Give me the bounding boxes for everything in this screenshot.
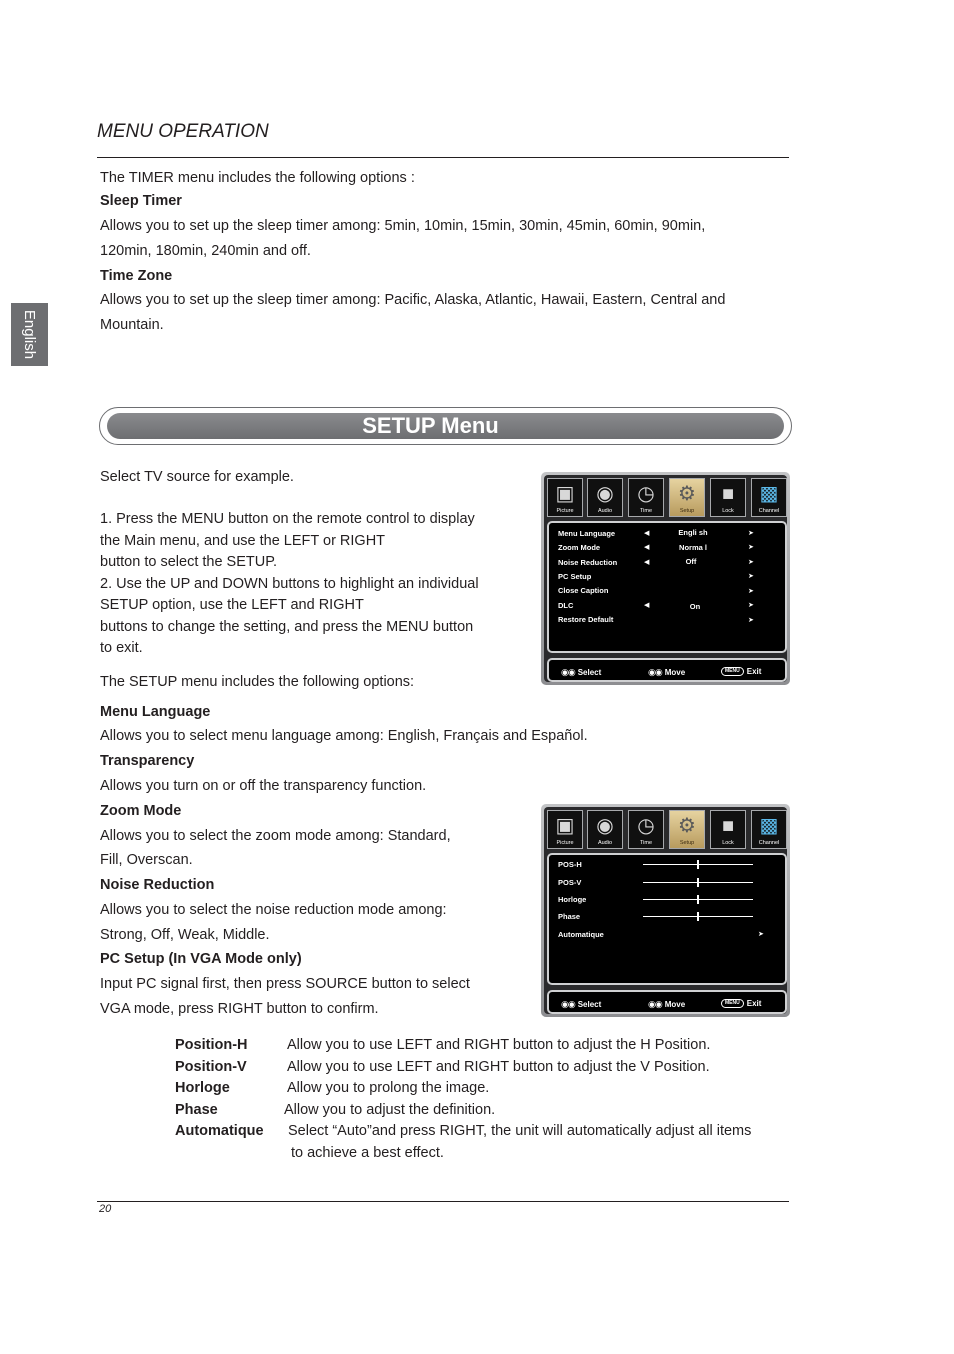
instruction-line: to exit.: [100, 640, 143, 656]
camera-icon: ▣: [555, 815, 575, 837]
slider-knob: [697, 860, 699, 869]
tv-menu-footer: [547, 658, 787, 682]
lock-icon: ■: [721, 483, 735, 505]
pc-setup-desc-2: VGA mode, press RIGHT button to confirm.: [100, 1001, 379, 1017]
def-desc-position-v: Allow you to use LEFT and RIGHT button to adjust the V Position.: [287, 1059, 710, 1075]
tv-screen: [544, 475, 787, 682]
tv-row-pos-h: POS-H: [558, 860, 582, 869]
tv-tab-setup: ⚙ Setup: [669, 810, 705, 849]
select-buttons-icon: ◉◉: [561, 667, 575, 677]
move-buttons-icon: ◉◉: [648, 999, 662, 1009]
side-tab-label: English: [21, 309, 39, 360]
menu-key-icon: MENU: [721, 999, 744, 1008]
section-title: MENU OPERATION: [97, 121, 269, 142]
pos-v-slider: [643, 882, 753, 883]
def-term-automatique: Automatique: [175, 1123, 264, 1139]
tv-row-automatique: Automatique: [558, 930, 604, 939]
tv-row-zoom-mode: Zoom Mode: [558, 543, 601, 552]
tv-footer-move: ◉◉ Move: [648, 667, 686, 677]
page-number: 20: [99, 1203, 112, 1215]
wrench-icon: ⚙: [678, 815, 696, 837]
tv-tab-time: ◷ Time: [628, 478, 664, 517]
pos-h-slider: [643, 864, 753, 865]
menu-key-icon: MENU: [721, 667, 744, 676]
transparency-desc: Allows you turn on or off the transparency function.: [100, 778, 427, 794]
tv-row-phase: Phase: [558, 912, 581, 921]
instruction-line: button to select the SETUP.: [100, 554, 278, 570]
tv-value-dlc: On: [689, 602, 701, 611]
footer-rule: [97, 1201, 789, 1202]
zoom-mode-heading: Zoom Mode: [100, 803, 182, 819]
tv-menu-body: [547, 853, 787, 985]
menu-language-desc: Allows you to select menu language among: English, Français and Español.: [100, 728, 588, 744]
tv-tab-picture: ▣ Picture: [547, 810, 583, 849]
tv-row-pos-v: POS-V: [558, 878, 582, 887]
right-arrow-icon: ➤: [748, 544, 754, 551]
right-arrow-icon: ➤: [748, 588, 754, 595]
clock-icon: ◷: [637, 815, 655, 837]
tv-screen: [544, 807, 787, 1014]
slider-knob: [697, 895, 699, 904]
tv-row-menu-language: Menu Language: [558, 529, 616, 538]
tv-tab-audio: ◉ Audio: [587, 810, 623, 849]
slider-knob: [697, 912, 699, 921]
tv-row-horloge: Horloge: [558, 895, 587, 904]
lock-icon: ■: [721, 815, 735, 837]
tv-footer-select: ◉◉ Select: [561, 667, 602, 677]
phase-slider: [643, 916, 753, 917]
sleep-timer-heading: Sleep Timer: [100, 193, 182, 209]
right-arrow-icon: ➤: [748, 573, 754, 580]
sleep-timer-desc-2: 120min, 180min, 240min and off.: [100, 243, 311, 259]
tv-row-close-caption: Close Caption: [558, 586, 609, 595]
tv-footer-select: ◉◉ Select: [561, 999, 602, 1009]
left-arrow-icon: ◀: [644, 544, 650, 551]
left-arrow-icon: ◀: [644, 602, 650, 609]
right-arrow-icon: ➤: [748, 530, 754, 537]
tv-tab-setup: ⚙ Setup: [669, 478, 705, 517]
pc-setup-heading: PC Setup (In VGA Mode only): [100, 951, 302, 967]
zoom-mode-desc-2: Fill, Overscan.: [100, 852, 193, 868]
tv-tab-channel: ▩ Channel: [751, 810, 787, 849]
wrench-icon: ⚙: [678, 483, 696, 505]
def-desc-phase: Allow you to adjust the definition.: [284, 1102, 496, 1118]
right-arrow-icon: ➤: [758, 931, 764, 938]
tv-footer-exit: MENU Exit: [721, 999, 761, 1008]
def-desc-automatique: Select “Auto”and press RIGHT, the unit will automatically adjust all items: [288, 1123, 752, 1139]
right-arrow-icon: ➤: [748, 559, 754, 566]
tv-pc-setup-screenshot: [541, 804, 790, 1017]
tv-menu-tabs: [547, 810, 787, 849]
left-arrow-icon: ◀: [644, 530, 650, 537]
tv-row-noise-reduction: Noise Reduction: [558, 558, 618, 567]
right-arrow-icon: ➤: [748, 617, 754, 624]
tv-tab-picture: ▣ Picture: [547, 478, 583, 517]
noise-reduction-desc-2: Strong, Off, Weak, Middle.: [100, 927, 270, 943]
tv-menu-body: [547, 521, 787, 653]
zoom-mode-desc-1: Allows you to select the zoom mode among: Standard,: [100, 828, 451, 844]
instruction-line: Select TV source for example.: [100, 469, 294, 485]
instruction-line: The SETUP menu includes the following options:: [100, 674, 415, 690]
def-term-position-h: Position-H: [175, 1037, 248, 1053]
tv-footer-exit: MENU Exit: [721, 667, 761, 676]
tv-footer-move: ◉◉ Move: [648, 999, 686, 1009]
tv-row-pc-setup: PC Setup: [558, 572, 592, 581]
tv-value-language: Engli sh: [678, 528, 708, 537]
def-term-horloge: Horloge: [175, 1080, 230, 1096]
time-zone-heading: Time Zone: [100, 268, 173, 284]
setup-menu-banner: [99, 407, 792, 445]
noise-reduction-heading: Noise Reduction: [100, 877, 215, 893]
def-desc-automatique-cont: to achieve a best effect.: [291, 1145, 444, 1161]
left-arrow-icon: ◀: [644, 559, 650, 566]
pc-setup-desc-1: Input PC signal first, then press SOURCE button to select: [100, 976, 470, 992]
tv-value-zoom: Norma l: [679, 543, 707, 552]
noise-reduction-desc-1: Allows you to select the noise reduction mode among:: [100, 902, 447, 918]
menu-language-heading: Menu Language: [100, 704, 211, 720]
header-rule: [97, 157, 789, 158]
tv-menu-tabs: [547, 478, 787, 517]
tv-menu-footer: [547, 990, 787, 1014]
tv-row-dlc: DLC: [558, 601, 574, 610]
def-term-phase: Phase: [175, 1102, 218, 1118]
instruction-line: buttons to change the setting, and press the MENU button: [100, 619, 474, 635]
horloge-slider: [643, 899, 753, 900]
tv-tab-time: ◷ Time: [628, 810, 664, 849]
monitor-icon: ▩: [759, 815, 779, 837]
instruction-line: 2. Use the UP and DOWN buttons to highlight an individual: [100, 576, 479, 592]
select-buttons-icon: ◉◉: [561, 999, 575, 1009]
instruction-line: the Main menu, and use the LEFT or RIGHT: [100, 533, 386, 549]
tv-value-noise: Off: [685, 557, 697, 566]
clock-icon: ◷: [637, 483, 655, 505]
def-desc-horloge: Allow you to prolong the image.: [287, 1080, 490, 1096]
setup-menu-title: SETUP Menu: [362, 413, 499, 438]
def-desc-position-h: Allow you to use LEFT and RIGHT button to adjust the H Position.: [287, 1037, 711, 1053]
move-buttons-icon: ◉◉: [648, 667, 662, 677]
tv-setup-menu-screenshot: [541, 472, 790, 685]
sleep-timer-desc-1: Allows you to set up the sleep timer among: 5min, 10min, 15min, 30min, 45min, 60min, 90min,: [100, 218, 706, 234]
speaker-icon: ◉: [596, 815, 614, 837]
speaker-icon: ◉: [596, 483, 614, 505]
timer-intro: The TIMER menu includes the following options :: [100, 170, 415, 186]
tv-tab-channel: ▩ Channel: [751, 478, 787, 517]
tv-tab-lock: ■ Lock: [710, 810, 746, 849]
language-side-tab: [11, 303, 48, 366]
right-arrow-icon: ➤: [748, 602, 754, 609]
camera-icon: ▣: [555, 483, 575, 505]
transparency-heading: Transparency: [100, 753, 195, 769]
tv-row-restore-default: Restore Default: [558, 615, 614, 624]
time-zone-desc-2: Mountain.: [100, 317, 164, 333]
time-zone-desc-1: Allows you to set up the sleep timer among: Pacific, Alaska, Atlantic, Hawaii, Eastern, Central and: [100, 292, 726, 308]
monitor-icon: ▩: [759, 483, 779, 505]
slider-knob: [697, 878, 699, 887]
def-term-position-v: Position-V: [175, 1059, 247, 1075]
instruction-line: SETUP option, use the LEFT and RIGHT: [100, 597, 364, 613]
tv-tab-lock: ■ Lock: [710, 478, 746, 517]
instruction-line: 1. Press the MENU button on the remote control to display: [100, 511, 475, 527]
setup-menu-banner-bar: [107, 413, 784, 439]
tv-tab-audio: ◉ Audio: [587, 478, 623, 517]
